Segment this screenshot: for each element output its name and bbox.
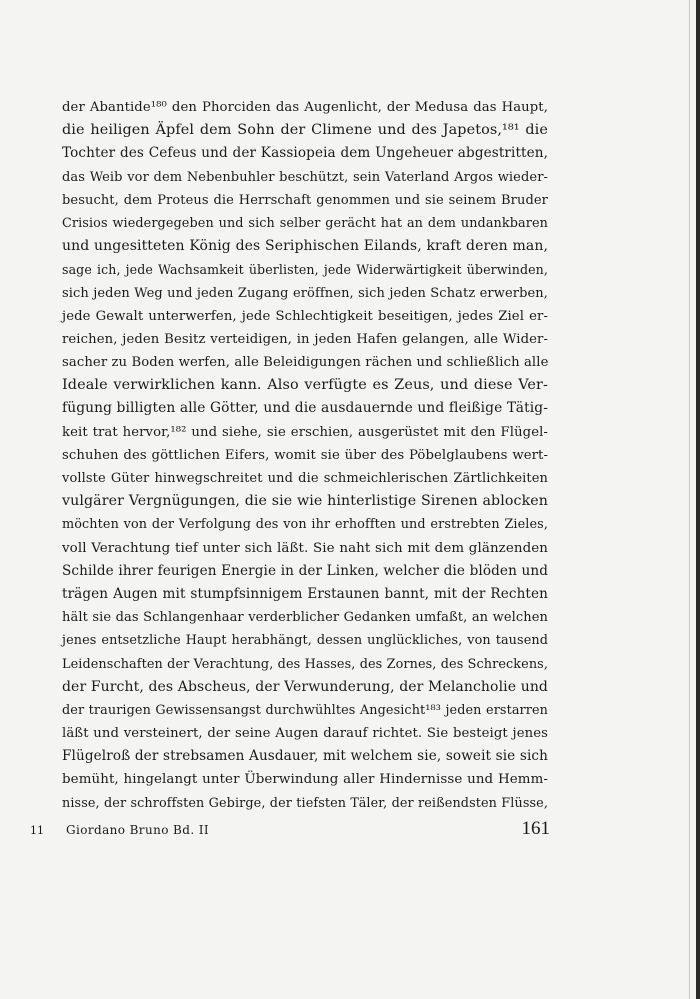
text-line: trägen Augen mit stumpfsinnigem Erstaunen bannt, mit der Rechten [62, 585, 548, 602]
text-line: der Abantide¹⁸⁰ den Phorciden das Augenlicht, der Medusa das Haupt, [62, 100, 548, 115]
text-line: vulgärer Vergnügungen, die sie wie hinterlistige Sirenen ablocken [62, 493, 548, 510]
text-line: Leidenschaften der Verachtung, des Hasses, des Zornes, des Schreckens, [62, 656, 548, 672]
signature-title: Giordano Bruno Bd. II [66, 823, 210, 837]
text-line: sich jeden Weg und jeden Zugang eröffnen, sich jeden Schatz erwerben, [62, 285, 548, 301]
text-line: sacher zu Boden werfen, alle Beleidigungen rächen und schließlich alle [62, 355, 549, 371]
text-line: vollste Güter hinwegschreitet und die schmeichlerischen Zärtlichkeiten [62, 471, 548, 486]
text-line: fügung billigten alle Götter, und die ausdauernde und fleißige Tätig- [62, 400, 548, 417]
text-line: schuhen des göttlichen Eifers, womit sie über des Pöbelglaubens wert- [62, 447, 548, 463]
text-line: die heiligen Äpfel dem Sohn der Climene und des Japetos,¹⁸¹ die [62, 122, 548, 139]
text-line: voll Verachtung tief unter sich läßt. Sie naht sich mit dem glänzenden [62, 540, 548, 556]
text-line: das Weib vor dem Nebenbuhler beschützt, sein Vaterland Argos wieder- [62, 169, 548, 185]
text-line: Schilde ihrer feurigen Energie in der Linken, welcher die blöden und [62, 562, 548, 579]
page-edge-shadow [689, 0, 690, 999]
text-line: Ideale verwirklichen kann. Also verfügte es Zeus, und diese Ver- [62, 377, 548, 394]
text-line: Flügelroß der strebsamen Ausdauer, mit welchem sie, soweit sie sich [62, 748, 548, 765]
page-edge [696, 0, 700, 999]
text-line: sage ich, jede Wachsamkeit überlisten, jede Widerwärtigkeit überwinden, [62, 262, 548, 278]
text-line: möchten von der Verfolgung des von ihr erhofften und erstrebten Zieles, [62, 517, 548, 533]
text-line: nisse, der schroffsten Gebirge, der tiefsten Täler, der reißendsten Flüsse, [62, 795, 548, 811]
text-line: und ungesitteten König des Seriphischen Eilands, kraft deren man, [62, 238, 548, 255]
page-footer [30, 818, 550, 848]
text-line: der Furcht, des Abscheus, der Verwunderung, der Melancholie und [62, 678, 548, 695]
text-line: keit trat hervor,¹⁸² und siehe, sie erschien, ausgerüstet mit den Flügel- [62, 424, 548, 440]
text-line: jenes entsetzliche Haupt herabhängt, dessen unglückliches, von tausend [62, 633, 548, 649]
text-line: jede Gewalt unterwerfen, jede Schlechtigkeit beseitigen, jedes Ziel er- [62, 308, 548, 324]
body-text [62, 96, 548, 815]
text-line: der traurigen Gewissensangst durchwühltes Angesicht¹⁸³ jeden erstarren [62, 702, 548, 718]
text-line: reichen, jeden Besitz verteidigen, in jeden Hafen gelangen, alle Wider- [62, 331, 548, 347]
text-line: hält sie das Schlangenhaar verderblicher Gedanken umfaßt, an welchen [62, 610, 548, 626]
text-line: Tochter des Cefeus und der Kassiopeia dem Ungeheuer abgestritten, [62, 145, 548, 162]
text-line: besucht, dem Proteus die Herrschaft genommen und sie seinem Bruder [62, 192, 548, 208]
text-line: läßt und versteinert, der seine Augen darauf richtet. Sie besteigt jenes [62, 726, 548, 742]
signature-number: 11 [30, 824, 44, 837]
text-line: bemüht, hingelangt unter Überwindung aller Hindernisse und Hemm- [62, 772, 548, 788]
page-number: 161 [521, 818, 550, 839]
text-line: Crisios wiedergegeben und sich selber gerächt hat an dem undankbaren [62, 215, 548, 231]
